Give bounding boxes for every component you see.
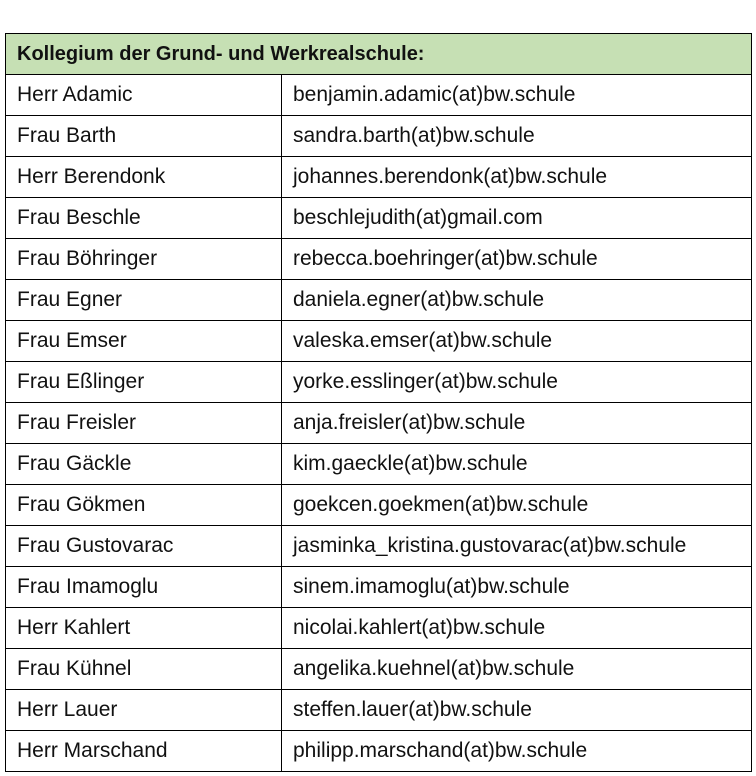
table-row xyxy=(6,444,752,485)
teacher-name: Frau Böhringer xyxy=(6,239,282,280)
table-row xyxy=(6,362,752,403)
teacher-name: Frau Freisler xyxy=(6,403,282,444)
table-row xyxy=(6,198,752,239)
teacher-name: Herr Berendonk xyxy=(6,157,282,198)
teacher-name: Frau Gökmen xyxy=(6,485,282,526)
teacher-email: goekcen.goekmen(at)bw.schule xyxy=(282,485,752,526)
teacher-name: Frau Egner xyxy=(6,280,282,321)
table-row xyxy=(6,649,752,690)
staff-table xyxy=(5,33,752,772)
teacher-email: valeska.emser(at)bw.schule xyxy=(282,321,752,362)
table-row xyxy=(6,567,752,608)
table-title: Kollegium der Grund- und Werkrealschule: xyxy=(6,34,752,75)
teacher-name: Frau Emser xyxy=(6,321,282,362)
teacher-email: johannes.berendonk(at)bw.schule xyxy=(282,157,752,198)
teacher-name: Herr Lauer xyxy=(6,690,282,731)
teacher-name: Frau Barth xyxy=(6,116,282,157)
staff-table-container xyxy=(5,33,751,772)
teacher-email: yorke.esslinger(at)bw.schule xyxy=(282,362,752,403)
table-row xyxy=(6,239,752,280)
table-row xyxy=(6,526,752,567)
teacher-email: rebecca.boehringer(at)bw.schule xyxy=(282,239,752,280)
teacher-name: Frau Kühnel xyxy=(6,649,282,690)
teacher-name: Frau Eßlinger xyxy=(6,362,282,403)
teacher-email: daniela.egner(at)bw.schule xyxy=(282,280,752,321)
teacher-name: Frau Imamoglu xyxy=(6,567,282,608)
teacher-email: jasminka_kristina.gustovarac(at)bw.schule xyxy=(282,526,752,567)
teacher-name: Herr Kahlert xyxy=(6,608,282,649)
teacher-email: kim.gaeckle(at)bw.schule xyxy=(282,444,752,485)
table-row xyxy=(6,280,752,321)
table-row xyxy=(6,731,752,772)
teacher-name: Herr Adamic xyxy=(6,75,282,116)
teacher-email: beschlejudith(at)gmail.com xyxy=(282,198,752,239)
table-row xyxy=(6,608,752,649)
teacher-email: nicolai.kahlert(at)bw.schule xyxy=(282,608,752,649)
table-row xyxy=(6,321,752,362)
teacher-name: Frau Gustovarac xyxy=(6,526,282,567)
teacher-name: Frau Beschle xyxy=(6,198,282,239)
teacher-email: sandra.barth(at)bw.schule xyxy=(282,116,752,157)
teacher-email: sinem.imamoglu(at)bw.schule xyxy=(282,567,752,608)
table-row xyxy=(6,157,752,198)
teacher-email: benjamin.adamic(at)bw.schule xyxy=(282,75,752,116)
teacher-name: Herr Marschand xyxy=(6,731,282,772)
table-row xyxy=(6,116,752,157)
teacher-email: angelika.kuehnel(at)bw.schule xyxy=(282,649,752,690)
table-header-row xyxy=(6,34,752,75)
teacher-email: philipp.marschand(at)bw.schule xyxy=(282,731,752,772)
teacher-email: anja.freisler(at)bw.schule xyxy=(282,403,752,444)
table-row xyxy=(6,403,752,444)
table-row xyxy=(6,690,752,731)
teacher-name: Frau Gäckle xyxy=(6,444,282,485)
table-row xyxy=(6,75,752,116)
teacher-email: steffen.lauer(at)bw.schule xyxy=(282,690,752,731)
table-row xyxy=(6,485,752,526)
